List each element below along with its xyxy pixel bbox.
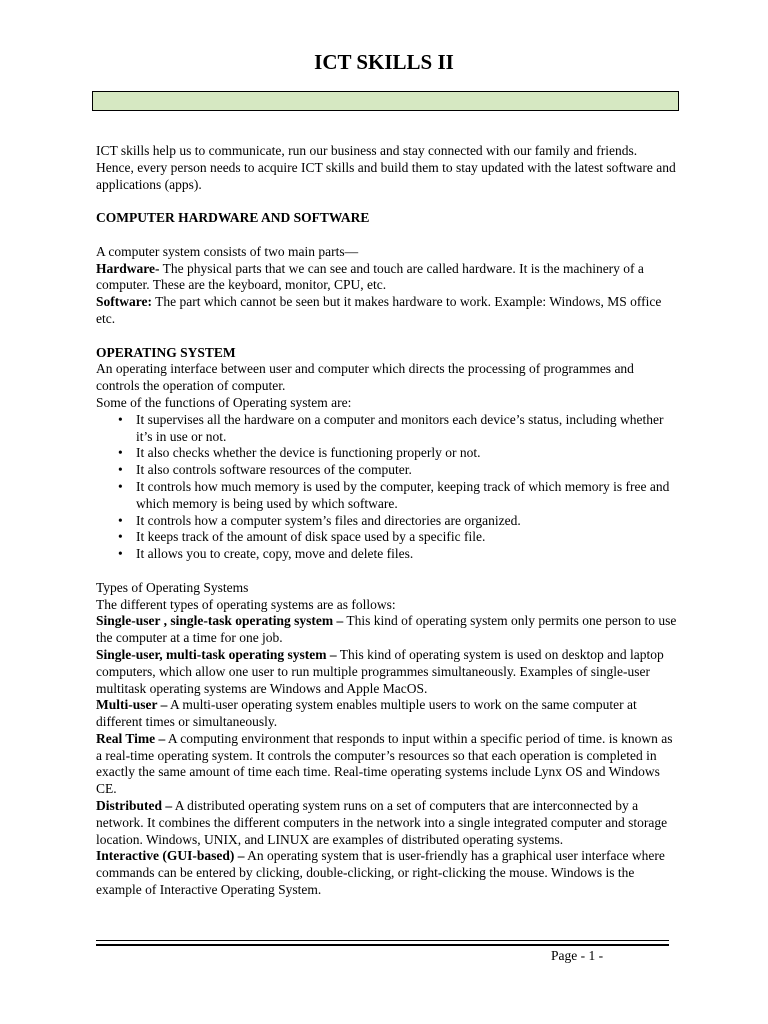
os-heading: OPERATING SYSTEM [96,344,236,360]
document-title: ICT SKILLS II [314,50,454,74]
type-term: Multi-user – [96,697,168,713]
hardware-definition [96,261,678,295]
type-term: Distributed – [96,798,173,814]
type-text: This kind of operating system only permits one person to use the computer at a time for one job. [96,613,677,646]
type-item [96,647,678,697]
list-item: • It controls how much memory is used by the computer, keeping track of which memory is free and which memory is being used by which software. [136,479,678,513]
footer-rule-thin [96,940,669,941]
os-definition: An operating interface between user and computer which directs the processing of programmes and controls the operation of computer. [96,361,634,394]
page-number: Page - 1 - [551,948,604,963]
type-item [96,848,678,898]
list-item: • It controls how a computer system’s files and directories are organized. [136,513,678,530]
hardware-text: The physical parts that we can see and touch are called hardware. It is the machinery of a computer. These are the keyboard, monitor, CPU, etc. [96,260,644,293]
document-body [96,143,678,899]
type-text: A distributed operating system runs on a set of computers that are interconnected by a network. It combines the different computers in the network into a single integrated computer and storage location. Windows, UNIX, and LINUX are examples of distributed operating systems. [96,798,668,847]
type-text: A multi-user operating system enables multiple users to work on the same computer at different times or simultaneously. [96,697,637,730]
software-definition [96,294,678,328]
hw-sw-lead: A computer system consists of two main parts— [96,243,359,259]
type-text: This kind of operating system is used on desktop and laptop computers, which allow one user to run multiple programmes simultaneously. Examples of single-user multitask operating systems are Windows and Apple MacOS. [96,646,664,696]
hardware-term: Hardware- [96,260,160,276]
type-item [96,613,678,647]
hw-sw-heading: COMPUTER HARDWARE AND SOFTWARE [96,210,370,226]
type-item [96,731,678,798]
type-term: Interactive (GUI-based) – [96,848,245,864]
types-heading: Types of Operating Systems [96,579,249,595]
list-item: • It also checks whether the device is functioning properly or not. [136,445,678,462]
footer-rule-thick [96,944,669,946]
software-text: The part which cannot be seen but it makes hardware to work. Example: Windows, MS office etc. [96,294,662,326]
intro-paragraph: ICT skills help us to communicate, run our business and stay connected with our family and friends. Hence, every person needs to acquire ICT skills and build them to stay updated with the latest software and applications (apps). [96,143,676,192]
type-term: Single-user , single-task operating system – [96,613,344,629]
types-intro: The different types of operating systems are as follows: [96,596,396,612]
title-banner-bar [92,91,679,111]
software-term: Software: [96,294,152,310]
type-text: An operating system that is user-friendly has a graphical user interface where commands can be entered by clicking, double-clicking, or right-clicking the mouse. Windows is the example of Interactive Operating System. [96,848,665,898]
list-item: • It keeps track of the amount of disk space used by a specific file. [136,529,678,546]
list-item: • It allows you to create, copy, move and delete files. [136,546,678,563]
list-item: • It supervises all the hardware on a computer and monitors each device’s status, including whether it’s in use or not. [136,412,678,446]
type-item [96,798,678,848]
os-functions-list [96,412,678,563]
type-text: A computing environment that responds to input within a specific period of time. is known as a real-time operating system. It controls the computer’s resources so that each operation is completed in exactly the same amount of time each time. Real-time operating systems include Lynx OS and Windows CE. [96,730,673,797]
type-term: Single-user, multi-task operating system – [96,646,337,662]
list-item: • It also controls software resources of the computer. [136,462,678,479]
type-item [96,697,678,731]
os-functions-intro: Some of the functions of Operating system are: [96,394,352,410]
type-term: Real Time – [96,730,166,746]
